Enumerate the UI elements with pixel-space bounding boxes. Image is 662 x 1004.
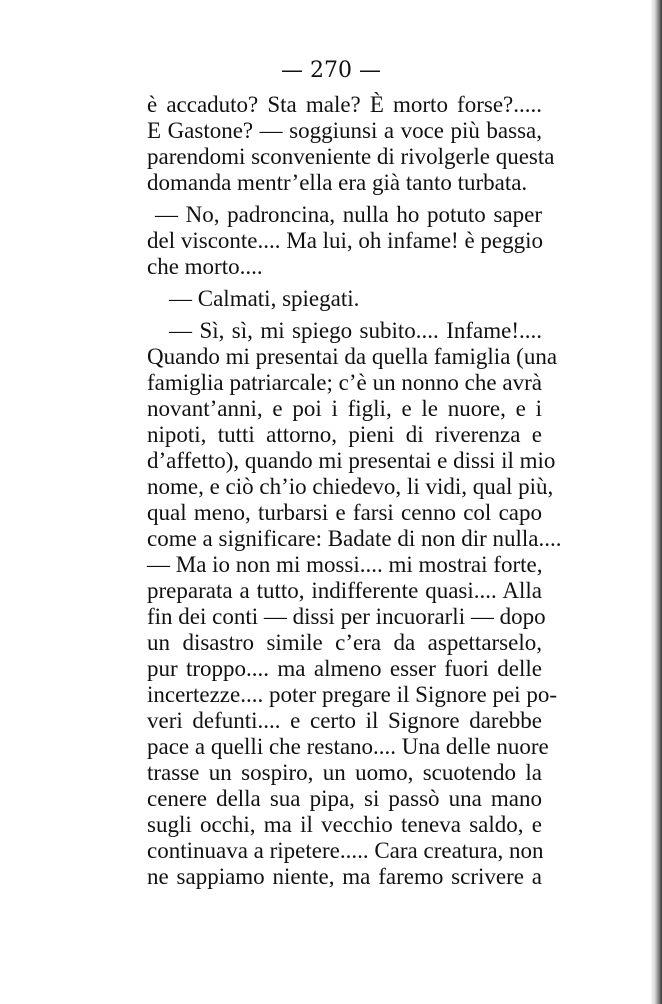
text-line: continuava a ripetere..... Cara creatura, non xyxy=(147,838,544,863)
text-line: — Calmati, spiegati. xyxy=(169,286,360,311)
text-line: — No, padroncina, nulla ho potuto saper xyxy=(155,202,542,227)
text-line: sugli occhi, ma il vecchio teneva saldo, e xyxy=(147,812,542,837)
text-line: — Ma io non mi mossi.... mi mostrai forte, xyxy=(147,552,543,577)
text-line: novant’anni, e poi i figli, e le nuore, e i xyxy=(147,396,542,421)
body-text xyxy=(147,92,562,890)
text-line: veri defunti.... e certo il Signore darebbe xyxy=(147,708,542,733)
page-edge-shadow xyxy=(650,0,662,1004)
text-line: parendomi sconveniente di rivolgerle questa xyxy=(147,144,555,169)
page-number: — 270 — xyxy=(281,58,381,83)
text-line: E Gastone? — soggiunsi a voce più bassa, xyxy=(147,118,542,143)
text-line: incertezze.... poter pregare il Signore pei po- xyxy=(147,682,557,707)
text-line: che morto.... xyxy=(147,254,263,279)
text-line: è accaduto? Sta male? È morto forse?..... xyxy=(147,92,542,117)
text-line: — Sì, sì, mi spiego subito.... Infame!.... xyxy=(169,318,542,343)
text-line: un disastro simile c’era da aspettarselo, xyxy=(147,630,542,655)
text-line: d’affetto), quando mi presentai e dissi il mio xyxy=(147,448,556,473)
text-line: ne sappiamo niente, ma faremo scrivere a xyxy=(147,864,542,889)
text-line: domanda mentr’ella era già tanto turbata. xyxy=(147,170,528,195)
text-line: cenere della sua pipa, si passò una mano xyxy=(147,786,542,811)
text-line: pace a quelli che restano.... Una delle nuore xyxy=(147,734,549,759)
text-line: Quando mi presentai da quella famiglia (una xyxy=(147,344,558,369)
text-line: pur troppo.... ma almeno esser fuori delle xyxy=(147,656,542,681)
text-line: fin dei conti — dissi per incuorarli — dopo xyxy=(147,604,546,629)
text-line: preparata a tutto, indifferente quasi.... Alla xyxy=(147,578,542,603)
text-line: nipoti, tutti attorno, pieni di riverenza e xyxy=(147,422,542,447)
text-line: famiglia patriarcale; c’è un nonno che avrà xyxy=(147,370,542,395)
text-line: trasse un sospiro, un uomo, scuotendo la xyxy=(147,760,542,785)
text-line: come a significare: Badate di non dir nulla.... xyxy=(147,526,562,551)
text-line: nome, e ciò ch’io chiedevo, li vidi, qual più, xyxy=(147,474,554,499)
text-line: qual meno, turbarsi e farsi cenno col capo xyxy=(147,500,542,525)
text-line: del visconte.... Ma lui, oh infame! è peggio xyxy=(147,228,544,253)
